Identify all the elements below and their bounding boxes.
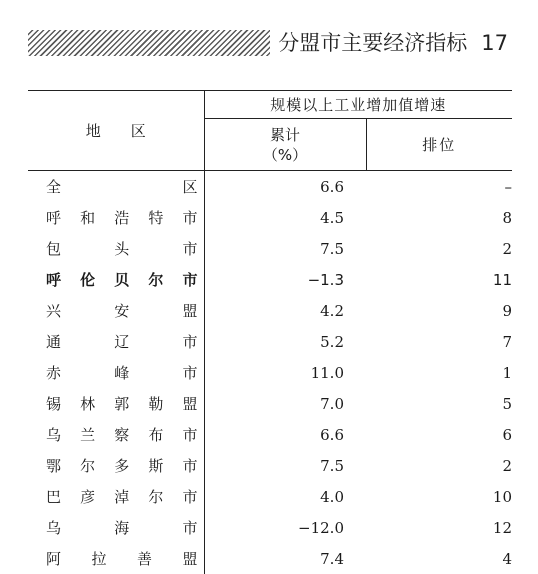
- region-cell: [28, 543, 204, 574]
- region-cell: [28, 233, 204, 264]
- table-row: [28, 450, 512, 481]
- table-row: [28, 481, 512, 512]
- table-row: [28, 388, 512, 419]
- table-row: [28, 295, 512, 326]
- region-cell: [28, 481, 204, 512]
- cumulative-value-cell: 4.2: [204, 295, 366, 326]
- table-row: [28, 326, 512, 357]
- table-row: [28, 357, 512, 388]
- cumulative-value-cell: 4.5: [204, 202, 366, 233]
- page-number: 17: [481, 31, 508, 55]
- rank-cell: 1: [366, 357, 512, 388]
- rank-cell: 10: [366, 481, 512, 512]
- region-cell: [28, 326, 204, 357]
- region-cell: [28, 357, 204, 388]
- rank-cell: 12: [366, 512, 512, 543]
- table-row: [28, 202, 512, 233]
- region-column-header: 地区: [28, 91, 204, 171]
- rank-cell: –: [366, 171, 512, 203]
- region-name: 呼 和 浩 特 市: [46, 207, 198, 228]
- region-cell: [28, 450, 204, 481]
- cumulative-value-cell: 7.4: [204, 543, 366, 574]
- rank-cell: 7: [366, 326, 512, 357]
- rank-column-header: 排位: [366, 119, 512, 171]
- cumulative-value-cell: 7.5: [204, 233, 366, 264]
- region-cell: [28, 512, 204, 543]
- region-cell: [28, 388, 204, 419]
- cumulative-value-cell: −1.3: [204, 264, 366, 295]
- region-name: 鄂 尔 多 斯 市: [46, 455, 198, 476]
- region-name: 乌 海 市: [46, 517, 198, 538]
- region-name: 赤 峰 市: [46, 362, 198, 383]
- table-row: [28, 512, 512, 543]
- cumulative-value-cell: 5.2: [204, 326, 366, 357]
- region-name: 兴 安 盟: [46, 300, 198, 321]
- rank-cell: 2: [366, 450, 512, 481]
- table-row: [28, 543, 512, 574]
- region-name: 呼 伦 贝 尔 市: [46, 269, 198, 290]
- cumulative-value-cell: 7.5: [204, 450, 366, 481]
- region-cell: [28, 264, 204, 295]
- table-body: [28, 171, 512, 574]
- table-row: [28, 233, 512, 264]
- table-row: [28, 171, 512, 203]
- cumulative-value-cell: 6.6: [204, 419, 366, 450]
- cumulative-column-header: [204, 119, 366, 171]
- cumulative-value-cell: 4.0: [204, 481, 366, 512]
- cumulative-value-cell: 11.0: [204, 357, 366, 388]
- rank-cell: 4: [366, 543, 512, 574]
- page-header: [270, 30, 510, 56]
- table-row: [28, 419, 512, 450]
- region-name: 乌 兰 察 布 市: [46, 424, 198, 445]
- region-cell: [28, 295, 204, 326]
- cumulative-value-cell: 7.0: [204, 388, 366, 419]
- region-name: 全 区: [46, 176, 198, 197]
- region-cell: [28, 202, 204, 233]
- rank-cell: 6: [366, 419, 512, 450]
- cumulative-value-cell: 6.6: [204, 171, 366, 203]
- region-name: 包 头 市: [46, 238, 198, 259]
- region-name: 锡 林 郭 勒 盟: [46, 393, 198, 414]
- cumulative-value-cell: −12.0: [204, 512, 366, 543]
- rank-cell: 5: [366, 388, 512, 419]
- rank-cell: 2: [366, 233, 512, 264]
- page-header-band: [28, 30, 510, 56]
- cumulative-header-unit: （%）: [205, 145, 366, 165]
- table-row: [28, 264, 512, 295]
- cumulative-header-label: 累计: [205, 125, 366, 145]
- region-cell: [28, 171, 204, 203]
- region-name: 巴 彦 淖 尔 市: [46, 486, 198, 507]
- rank-cell: 8: [366, 202, 512, 233]
- region-name: 阿 拉 善 盟: [46, 548, 198, 569]
- rank-cell: 9: [366, 295, 512, 326]
- page-title: 分盟市主要经济指标: [278, 31, 467, 55]
- rank-cell: 11: [366, 264, 512, 295]
- region-cell: [28, 419, 204, 450]
- growth-group-header: 规模以上工业增加值增速: [204, 91, 512, 119]
- region-name: 通 辽 市: [46, 331, 198, 352]
- indicator-table: [28, 90, 512, 574]
